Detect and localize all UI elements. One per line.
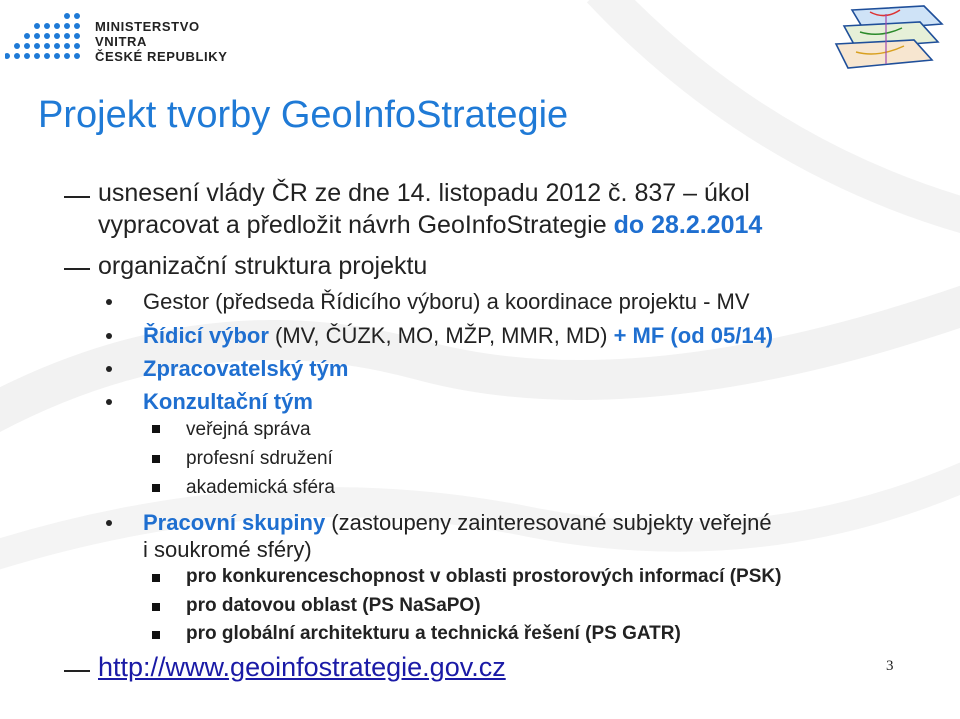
konzultacni-item: akademická sféra xyxy=(186,477,335,498)
square-bullet xyxy=(152,574,160,582)
dot-bullet xyxy=(106,399,112,405)
dot-bullet xyxy=(106,299,112,305)
page-number: 3 xyxy=(886,658,894,674)
item1-line2-text: vypracovat a předložit návrh GeoInfoStrategie xyxy=(98,211,614,239)
ridici-line xyxy=(143,323,773,349)
konzultacni-item: profesní sdružení xyxy=(186,448,333,469)
pracovni-item: pro datovou oblast (PS NaSaPO) xyxy=(186,595,481,616)
konzultacni-item: veřejná správa xyxy=(186,419,311,440)
dash-bullet xyxy=(64,670,90,672)
item2-heading: organizační struktura projektu xyxy=(98,252,428,280)
ministry-line1: MINISTERSTVO VNITRA xyxy=(95,19,200,49)
map-layers-icon xyxy=(830,2,946,74)
item1-line1: usnesení vlády ČR ze dne 14. listopadu 2012 č. 837 – úkol xyxy=(98,179,750,207)
pracovni-desc: (zastoupeny zainteresované subjekty veřejné xyxy=(325,510,772,535)
dot-bullet xyxy=(106,333,112,339)
ministry-logo xyxy=(0,0,230,68)
zpracovatelsky-tym: Zpracovatelský tým xyxy=(143,356,349,381)
website-link[interactable]: http://www.geoinfostrategie.gov.cz xyxy=(98,652,506,682)
pracovni-label: Pracovní skupiny xyxy=(143,510,326,535)
square-bullet xyxy=(152,603,160,611)
ridici-members: (MV, ČÚZK, MO, MŽP, MMR, MD) xyxy=(268,323,614,348)
ministry-line2: ČESKÉ REPUBLIKY xyxy=(95,49,228,64)
dot-bullet xyxy=(106,520,112,526)
ridici-extra: + MF (od 05/14) xyxy=(613,323,774,348)
ministry-name xyxy=(95,19,230,64)
pracovni-line1 xyxy=(143,510,772,536)
gestor-line: Gestor (předseda Řídicího výboru) a koordinace projektu - MV xyxy=(143,289,750,314)
pracovni-item: pro globální architekturu a technická řešení (PS GATR) xyxy=(186,623,681,644)
pracovni-item: pro konkurenceschopnost v oblasti prostorových informací (PSK) xyxy=(186,566,782,587)
ridici-label: Řídicí výbor xyxy=(143,323,269,348)
square-bullet xyxy=(152,425,160,433)
dot-bullet xyxy=(106,366,112,372)
square-bullet xyxy=(152,484,160,492)
slide-title: Projekt tvorby GeoInfoStrategie xyxy=(38,94,569,136)
pracovni-line2: i soukromé sféry) xyxy=(143,537,312,562)
square-bullet xyxy=(152,631,160,639)
item1-line2 xyxy=(98,211,762,240)
square-bullet xyxy=(152,455,160,463)
konzultacni-tym: Konzultační tým xyxy=(143,389,313,414)
dot-grid-icon xyxy=(5,12,83,62)
dash-bullet xyxy=(64,196,90,198)
dash-bullet xyxy=(64,268,90,270)
deadline-highlight: do 28.2.2014 xyxy=(613,211,763,239)
